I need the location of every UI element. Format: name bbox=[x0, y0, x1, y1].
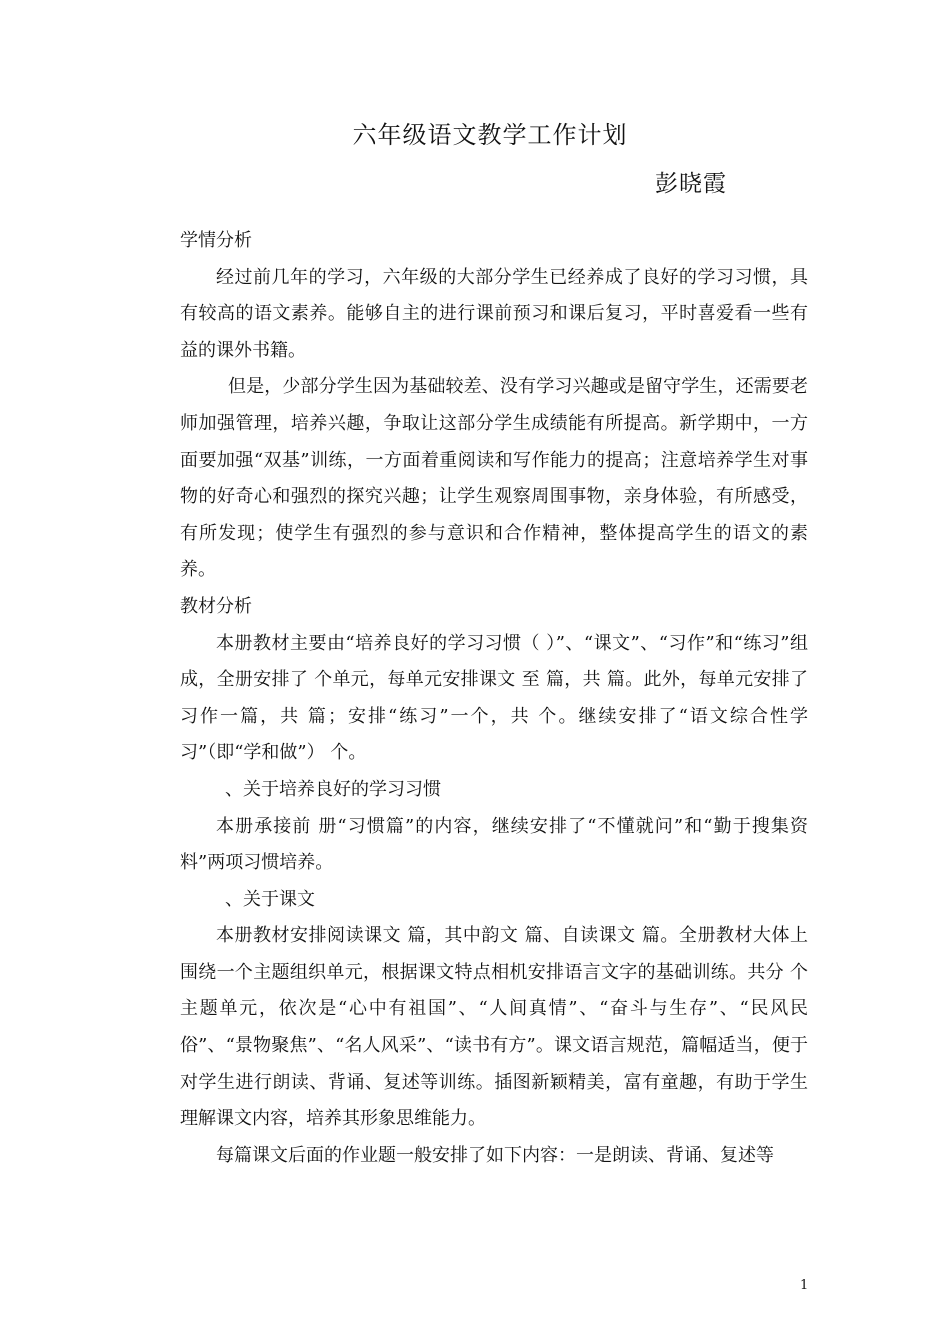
paragraph-texts-1: 本册教材安排阅读课文 篇，其中韵文 篇、自读课文 篇。全册教材大体上围绕一个主题组织单元，根据课文特点相机安排语言文字的基础训练。共分 个主题单元，依次是“心中有祖国”、“人间真情”、“奋斗与生存”、“民风民俗”、“景物聚焦”、“名人风采”、“读书有方”。课文语言规范，篇幅适当，便于对学生进行朗读、背诵、复述等训练。插图新颖精美，富有童趣，有助于学生理解课文内容，培养其形象思维能力。 bbox=[180, 925, 808, 1130]
author-name: 彭晓霞 bbox=[655, 171, 727, 197]
page-number: 1 bbox=[800, 1278, 809, 1293]
paragraph-student-analysis-1: 经过前几年的学习，六年级的大部分学生已经养成了良好的学习习惯，具有较高的语文素养。能够自主的进行课前预习和课后复习，平时喜爱看一些有益的课外书籍。 bbox=[180, 266, 808, 361]
subheading-texts: 、关于课文 bbox=[225, 888, 315, 910]
paragraph-student-analysis-2: 但是，少部分学生因为基础较差、没有学习兴趣或是留守学生，还需要老师加强管理，培养兴趣，争取让这部分学生成绩能有所提高。新学期中，一方面要加强“双基”训练，一方面着重阅读和写作能力的提高；注意培养学生对事物的好奇心和强烈的探究兴趣；让学生观察周围事物，亲身体验，有所感受，有所发现；使学生有强烈的参与意识和合作精神，整体提高学生的语文的素养。 bbox=[180, 376, 808, 581]
subheading-learning-habits: 、关于培养良好的学习习惯 bbox=[225, 778, 441, 800]
paragraph-textbook-analysis-1: 本册教材主要由“培养良好的学习习惯（ ）”、“课文”、“习作”和“练习”组成，全册安排了 个单元，每单元安排课文 至 篇，共 篇。此外，每单元安排了习作一篇，共 篇；安排“练习”一个，共 个。继续安排了“语文综合性学习”（即“学和做”） 个。 bbox=[180, 632, 808, 764]
section-heading-textbook-analysis: 教材分析 bbox=[180, 595, 252, 617]
paragraph-learning-habits: 本册承接前 册“习惯篇”的内容，继续安排了“不懂就问”和“勤于搜集资料”两项习惯培养。 bbox=[180, 815, 808, 874]
document-body bbox=[180, 223, 808, 1174]
paragraph-texts-2: 每篇课文后面的作业题一般安排了如下内容：一是朗读、背诵、复述等 bbox=[216, 1144, 774, 1166]
section-heading-student-analysis: 学情分析 bbox=[180, 230, 252, 251]
document-title: 六年级语文教学工作计划 bbox=[352, 121, 628, 149]
